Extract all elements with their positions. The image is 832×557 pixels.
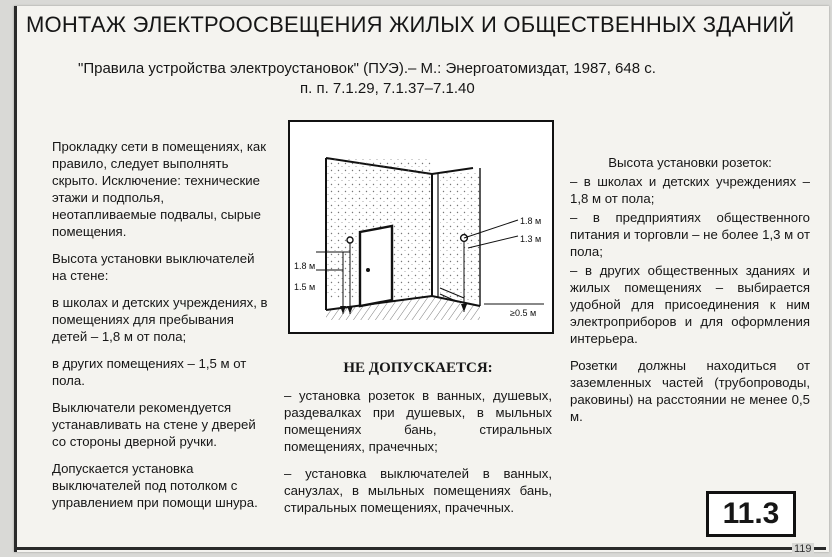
right-socket-height-catering: – в предприятиях общественного питания и торговли – не более 1,3 м от пола; <box>570 210 810 259</box>
left-switch-height-heading: Высота установки выключателей на стене: <box>52 251 255 283</box>
floor-label-0-5: ≥0.5 м <box>510 308 537 318</box>
left-label-1-8: 1.8 м <box>294 261 316 271</box>
middle-column <box>284 360 552 526</box>
left-label-1-5: 1.5 м <box>294 282 316 292</box>
right-socket-height-other: – в других общественных зданиях и жилых помещениях – выбирается удобной для присоединения к ним электроприборов и для оформления интерьера. <box>570 263 810 346</box>
door-handle <box>366 268 370 272</box>
switch-icon <box>347 237 353 243</box>
sheet-edge <box>14 547 826 550</box>
section-number-badge: 11.3 <box>706 491 796 537</box>
right-label-1-8: 1.8 м <box>520 216 542 226</box>
not-allowed-switches: – установка выключателей в ванных, санузлах, в мыльных помещениях бань, стиральных помещениях, прачечных. <box>284 466 552 515</box>
left-paragraph-wiring: Прокладку сети в помещениях, как правило, следует выполнять скрыто. Исключение: технические этажи и подполья, неотапливаемые подвалы, сырые помещения. <box>52 139 266 239</box>
left-switch-height-schools: в школах и детских учреждениях, в помещениях для пребывания детей – 1,8 м от пола; <box>52 295 268 344</box>
right-socket-height-heading: Высота установки розеток: <box>608 155 772 170</box>
left-switch-height-block <box>52 250 272 284</box>
left-switch-height-other: в других помещениях – 1,5 м от пола. <box>52 356 247 388</box>
source-reference: "Правила устройства электроустановок" (ПУЭ).– М.: Энергоатомиздат, 1987, 648 с. <box>78 60 656 77</box>
left-paragraph-cord-switch: Допускается установка выключателей под потолком с управлением при помощи шнура. <box>52 461 258 510</box>
left-column <box>52 138 272 521</box>
page-title: МОНТАЖ ЭЛЕКТРООСВЕЩЕНИЯ ЖИЛЫХ И ОБЩЕСТВЕННЫХ ЗДАНИЙ <box>26 12 795 37</box>
not-allowed-heading: НЕ ДОПУСКАЕТСЯ: <box>343 360 493 376</box>
clause-reference: п. п. 7.1.29, 7.1.37–7.1.40 <box>300 80 475 97</box>
right-socket-height-schools: – в школах и детских учреждениях – 1,8 м от пола; <box>570 174 810 206</box>
right-label-1-3: 1.3 м <box>520 234 542 244</box>
page-number: 119 <box>794 543 812 555</box>
not-allowed-sockets: – установка розеток в ванных, душевых, раздевалках при душевых, в мыльных помещениях бань, стиральных помещениях, прачечных; <box>284 388 552 454</box>
right-socket-grounding-distance: Розетки должны находиться от заземленных частей (трубопроводы, раковины) на расстоянии не менее 0,5 м. <box>570 358 810 424</box>
right-wall <box>440 172 480 300</box>
right-column <box>570 154 810 435</box>
door <box>360 226 392 306</box>
left-paragraph-door-side: Выключатели рекомендуется устанавливать на стене у дверей со стороны дверной ручки. <box>52 400 256 449</box>
room-illustration <box>288 120 554 334</box>
